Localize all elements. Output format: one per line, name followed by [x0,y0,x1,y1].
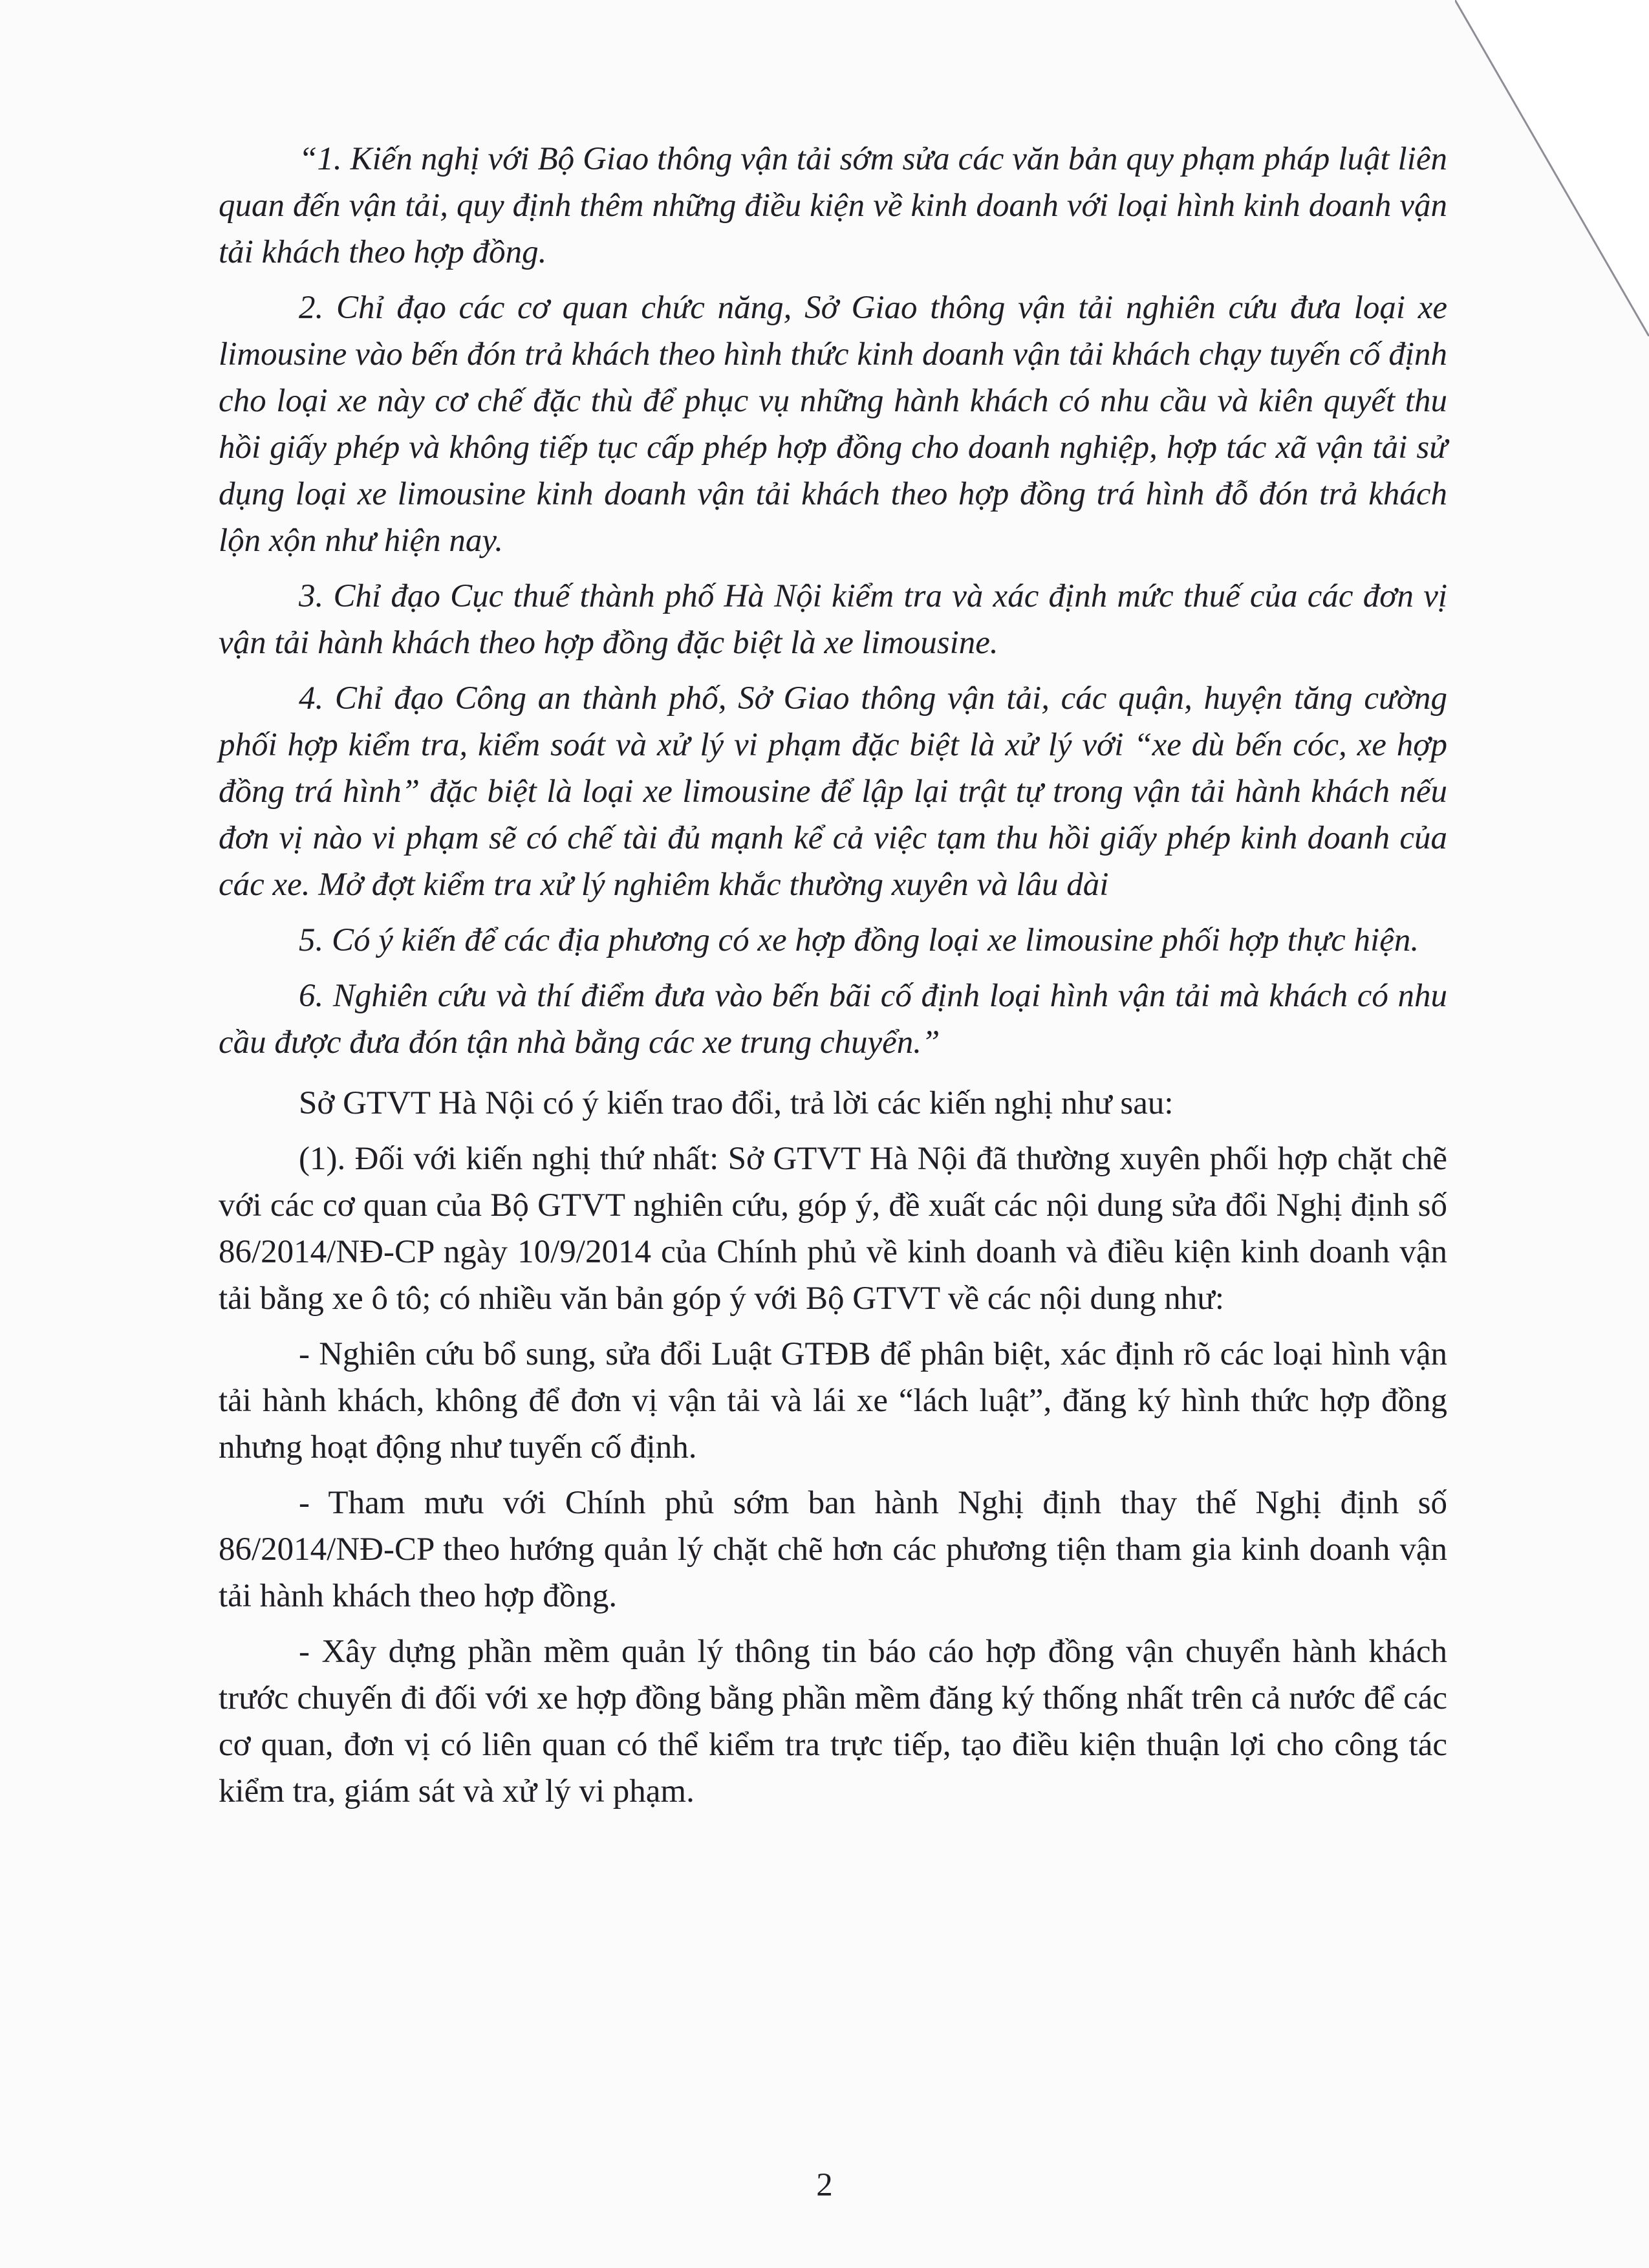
response-intro: Sở GTVT Hà Nội có ý kiến trao đổi, trả lời các kiến nghị như sau: [299,1085,1174,1121]
recommendation-4: 4. Chỉ đạo Công an thành phố, Sở Giao thông vận tải, các quận, huyện tăng cường phối hợp kiểm tra, kiểm soát và xử lý vi phạm đặc biệt là xử lý với “xe dù bến cóc, xe hợp đồng trá hình” đặc biệt là loại xe limousine để lập lại trật tự trong vận tải hành khách nếu đơn vị nào vi phạm sẽ có chế tài đủ mạnh kể cả việc tạm thu hồi giấy phép kinh doanh của các xe. Mở đợt kiểm tra xử lý nghiêm khắc thường xuyên và lâu dài [219,680,1447,903]
recommendation-6: 6. Nghiên cứu và thí điểm đưa vào bến bãi cố định loại hình vận tải mà khách có nhu cầu được đưa đón tận nhà bằng các xe trung chuyển.” [219,978,1447,1061]
page-number: 2 [816,2167,833,2203]
document-body [219,136,1447,1815]
recommendation-1: “1. Kiến nghị với Bộ Giao thông vận tải sớm sửa các văn bản quy phạm pháp luật liên quan đến vận tải, quy định thêm những điều kiện về kinh doanh với loại hình kinh doanh vận tải khách theo hợp đồng. [219,141,1447,270]
response-bullet-2: - Tham mưu với Chính phủ sớm ban hành Nghị định thay thế Nghị định số 86/2014/NĐ-CP theo hướng quản lý chặt chẽ hơn các phương tiện tham gia kinh doanh vận tải hành khách theo hợp đồng. [219,1485,1447,1614]
recommendation-3: 3. Chỉ đạo Cục thuế thành phố Hà Nội kiểm tra và xác định mức thuế của các đơn vị vận tải hành khách theo hợp đồng đặc biệt là xe limousine. [219,578,1447,661]
recommendation-5: 5. Có ý kiến để các địa phương có xe hợp đồng loại xe limousine phối hợp thực hiện. [299,922,1419,958]
folded-corner [1455,0,1649,336]
response-bullet-1: - Nghiên cứu bổ sung, sửa đổi Luật GTĐB để phân biệt, xác định rõ các loại hình vận tải hành khách, không để đơn vị vận tải và lái xe “lách luật”, đăng ký hình thức hợp đồng nhưng hoạt động như tuyến cố định. [219,1336,1447,1465]
response-paragraph-1: (1). Đối với kiến nghị thứ nhất: Sở GTVT Hà Nội đã thường xuyên phối hợp chặt chẽ với các cơ quan của Bộ GTVT nghiên cứu, góp ý, đề xuất các nội dung sửa đổi Nghị định số 86/2014/NĐ-CP ngày 10/9/2014 của Chính phủ về kinh doanh và điều kiện kinh doanh vận tải bằng xe ô tô; có nhiều văn bản góp ý với Bộ GTVT về các nội dung như: [219,1141,1447,1317]
recommendation-2: 2. Chỉ đạo các cơ quan chức năng, Sở Giao thông vận tải nghiên cứu đưa loại xe limousine vào bến đón trả khách theo hình thức kinh doanh vận tải khách chạy tuyến cố định cho loại xe này cơ chế đặc thù để phục vụ những hành khách có nhu cầu và kiên quyết thu hồi giấy phép và không tiếp tục cấp phép hợp đồng cho doanh nghiệp, hợp tác xã vận tải sử dụng loại xe limousine kinh doanh vận tải khách theo hợp đồng trá hình đỗ đón trả khách lộn xộn như hiện nay. [219,290,1447,559]
response-bullet-3: - Xây dựng phần mềm quản lý thông tin báo cáo hợp đồng vận chuyển hành khách trước chuyến đi đối với xe hợp đồng bằng phần mềm đăng ký thống nhất trên cả nước để các cơ quan, đơn vị có liên quan có thể kiểm tra trực tiếp, tạo điều kiện thuận lợi cho công tác kiểm tra, giám sát và xử lý vi phạm. [219,1634,1447,1809]
